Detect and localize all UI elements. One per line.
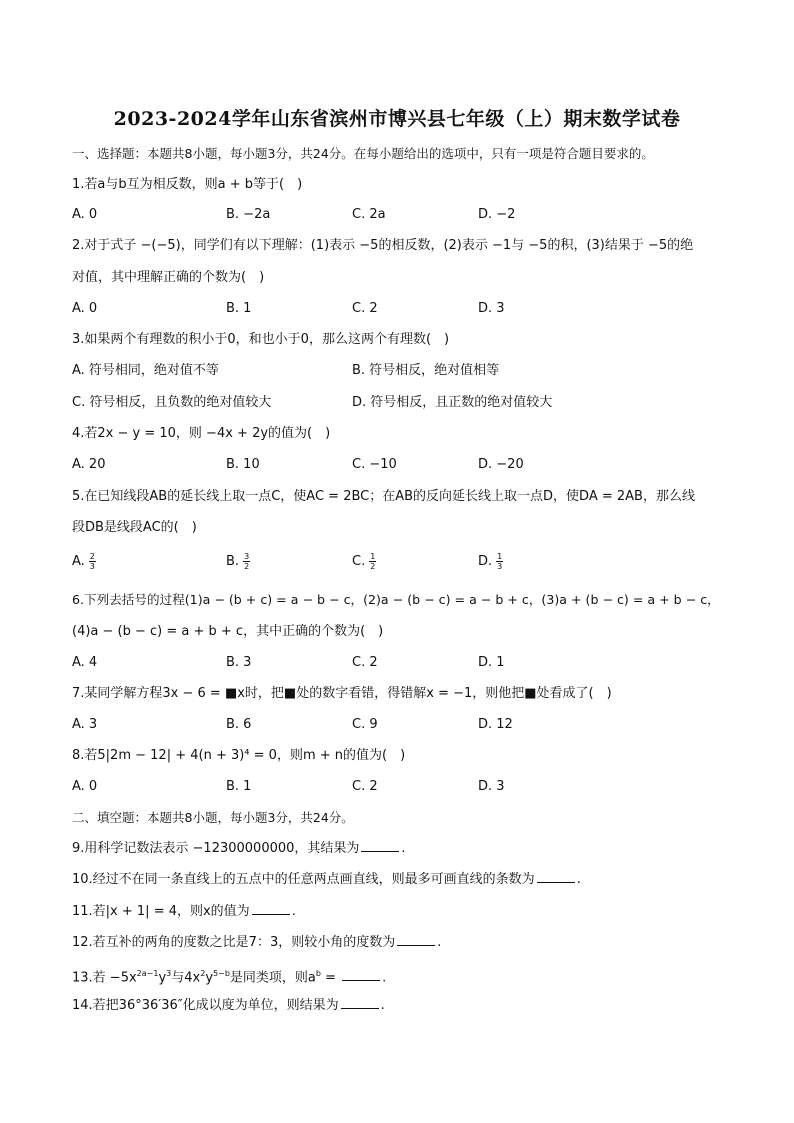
q6-option-c: C. 2 — [352, 655, 378, 670]
q2-option-b: B. 1 — [226, 301, 252, 316]
q7-option-b: B. 6 — [226, 717, 252, 732]
question-5-stem-line-1: 5.在已知线段AB的延长线上取一点C，使AC = 2BC；在AB的反向延长线上取一点D，使DA = 2AB，那么线 — [72, 489, 695, 504]
q8-option-c: C. 2 — [352, 779, 378, 794]
q1-option-c: C. 2a — [352, 207, 386, 222]
question-3-stem: 3.如果两个有理数的积小于0，和也小于0，那么这两个有理数( ) — [72, 332, 450, 347]
answer-blank[interactable] — [342, 969, 380, 981]
answer-blank[interactable] — [341, 997, 379, 1009]
question-13: 13.若 $-5x^{2a-1}y^3$与$4x^2y^{5-b}$是同类项，则$a^b$ = . — [72, 969, 387, 986]
question-9: 9.用科学记数法表示 −12300000000，其结果为 . — [72, 841, 406, 856]
question-5-stem-line-2: 段DB是线段AC的( ) — [72, 520, 197, 535]
q8-option-b: B. 1 — [226, 779, 252, 794]
q5-option-a: A. $\frac{2}{3}$ — [72, 552, 95, 571]
q5-option-d: D. $\frac{1}{3}$ — [478, 552, 503, 571]
q5-option-c: C. $\frac{1}{2}$ — [352, 552, 376, 571]
question-10: 10.经过不在同一条直线上的五点中的任意两点画直线，则最多可画直线的条数为 . — [72, 872, 581, 887]
answer-blank[interactable] — [537, 871, 575, 883]
q7-option-a: A. 3 — [72, 717, 98, 732]
q4-option-b: B. 10 — [226, 457, 260, 472]
q1-option-b: B. −2a — [226, 207, 271, 222]
q3-option-c: C. 符号相反，且负数的绝对值较大 — [72, 395, 272, 410]
q7-option-d: D. 12 — [478, 717, 513, 732]
question-14: 14.若把36°36′36″化成以度为单位，则结果为 . — [72, 998, 385, 1013]
q2-option-c: C. 2 — [352, 301, 378, 316]
q6-option-d: D. 1 — [478, 655, 505, 670]
q1-option-a: A. 0 — [72, 207, 98, 222]
answer-blank[interactable] — [361, 840, 399, 852]
q1-option-d: D. −2 — [478, 207, 516, 222]
question-6-stem-line-1: 6.下列去括号的过程(1)a − (b + c) = a − b − c，(2)a − (b − c) = a − b + c，(3)a + (b − c) = a + b − c， — [72, 592, 720, 607]
question-2-stem-line-1: 2.对于式子 −(−5)，同学们有以下理解：(1)表示 −5的相反数，(2)表示 −1与 −5的积，(3)结果于 −5的绝 — [72, 238, 694, 253]
question-4-stem: 4.若2x − y = 10，则 −4x + 2y的值为( ) — [72, 426, 331, 441]
question-12: 12.若互补的两角的度数之比是7：3，则较小角的度数为 . — [72, 935, 442, 950]
q2-option-d: D. 3 — [478, 301, 505, 316]
q7-option-c: C. 9 — [352, 717, 378, 732]
q4-option-a: A. 20 — [72, 457, 106, 472]
section-heading-choice: 一、选择题：本题共8小题，每小题3分，共24分。在每小题给出的选项中，只有一项是符合题目要求的。 — [72, 146, 654, 161]
page-title: 2023-2024学年山东省滨州市博兴县七年级（上）期末数学试卷 — [113, 108, 681, 130]
section-heading-fill-in: 二、填空题：本题共8小题，每小题3分，共24分。 — [72, 810, 354, 825]
question-11: 11.若|x + 1| = 4，则x的值为 . — [72, 904, 296, 919]
question-2-stem-line-2: 对值，其中理解正确的个数为( ) — [72, 270, 265, 285]
q6-option-a: A. 4 — [72, 655, 98, 670]
q5-option-b: B. $\frac{3}{2}$ — [226, 552, 250, 571]
question-6-stem-line-2: (4)a − (b − c) = a + b + c，其中正确的个数为( ) — [72, 624, 384, 639]
question-1-stem: 1.若a与b互为相反数，则a + b等于( ) — [72, 177, 303, 192]
q4-option-c: C. −10 — [352, 457, 397, 472]
question-8-stem: 8.若5|2m − 12| + 4(n + 3)⁴ = 0，则m + n的值为( ) — [72, 748, 406, 763]
q8-option-a: A. 0 — [72, 779, 98, 794]
q6-option-b: B. 3 — [226, 655, 252, 670]
q3-option-d: D. 符号相反，且正数的绝对值较大 — [352, 395, 553, 410]
q8-option-d: D. 3 — [478, 779, 505, 794]
q4-option-d: D. −20 — [478, 457, 524, 472]
answer-blank[interactable] — [397, 934, 435, 946]
answer-blank[interactable] — [252, 903, 290, 915]
question-7-stem: 7.某同学解方程3x − 6 = ■x时，把■处的数字看错，得错解x = −1，则他把■处看成了( ) — [72, 686, 612, 701]
q2-option-a: A. 0 — [72, 301, 98, 316]
q3-option-a: A. 符号相同，绝对值不等 — [72, 363, 219, 378]
q3-option-b: B. 符号相反，绝对值相等 — [352, 363, 500, 378]
